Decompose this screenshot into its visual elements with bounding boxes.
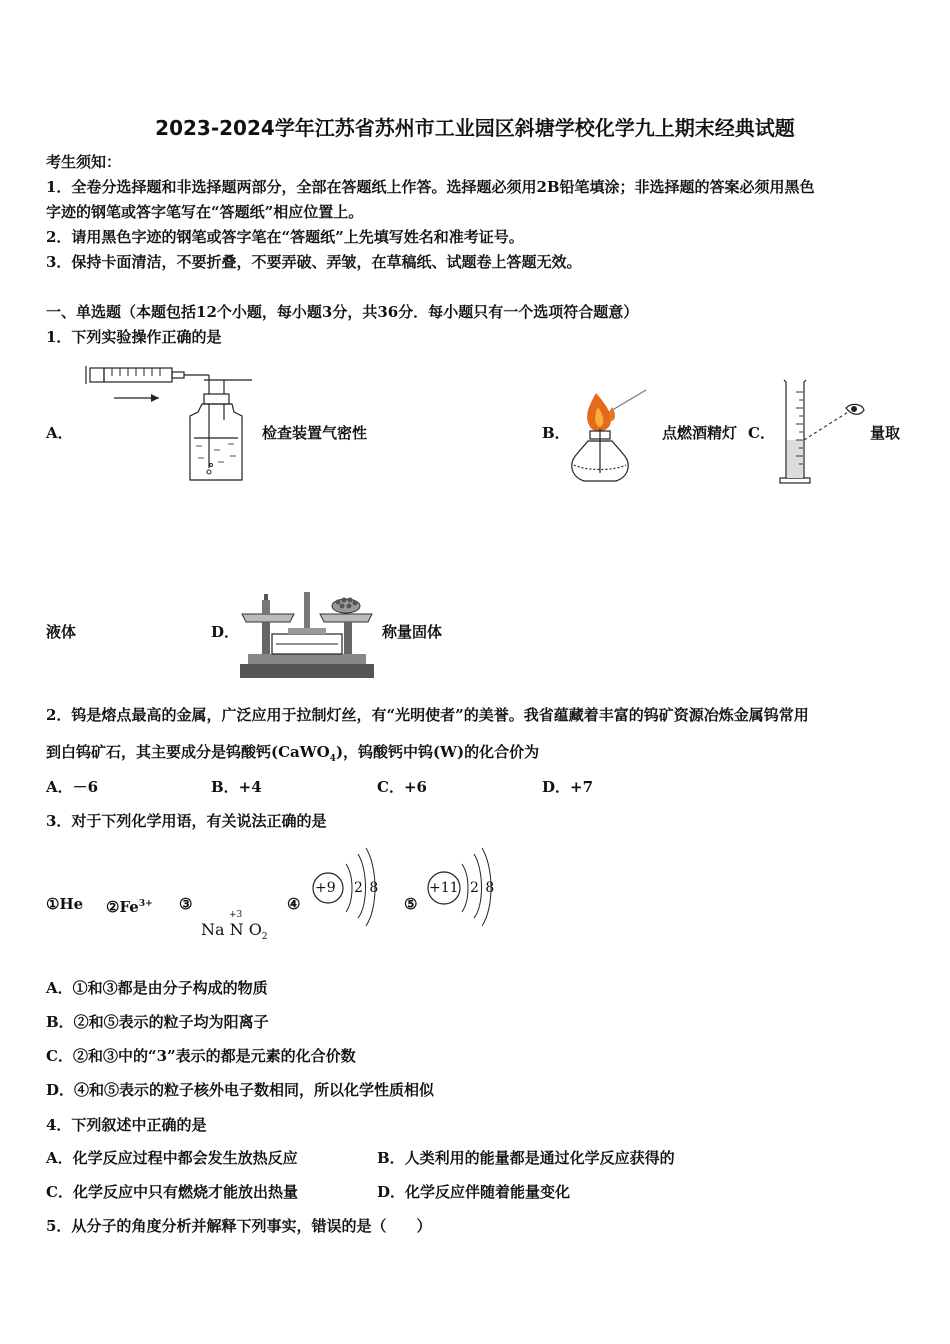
question-1-stem: 1．下列实验操作正确的是 <box>46 328 222 346</box>
atom-diagram-5 <box>420 846 500 918</box>
q1-option-b-label: B． <box>542 424 570 442</box>
q2-option-a: A．－6 <box>46 778 99 796</box>
question-2-line-2 <box>46 742 539 769</box>
q4-option-b: B．人类利用的能量都是通过化学反应获得的 <box>377 1149 675 1167</box>
q3-symbol-1: ①He <box>46 895 84 913</box>
ion-charge: 3+ <box>138 899 153 909</box>
shell-electrons: 2 8 <box>354 880 380 896</box>
question-4-stem: 4．下列叙述中正确的是 <box>46 1116 207 1134</box>
q1-option-c-label: C． <box>748 424 775 442</box>
balance-scale-figure <box>238 588 376 680</box>
valence-mark: +3 <box>229 910 243 920</box>
q4-option-c: C．化学反应中只有燃烧才能放出热量 <box>46 1183 298 1201</box>
q1-option-a-text: 检查装置气密性 <box>262 424 368 442</box>
notice-item: 3．保持卡面清洁，不要折叠，不要弄破、弄皱，在草稿纸、试题卷上答题无效。 <box>46 253 582 271</box>
q3-symbol-3: ③ <box>179 895 193 913</box>
question-3-stem: 3．对于下列化学用语，有关说法正确的是 <box>46 812 327 830</box>
q2-option-b: B．+4 <box>211 778 262 796</box>
question-2-line-1: 2．钨是熔点最高的金属，广泛应用于拉制灯丝，有“光明使者”的美誉。我省蕴藏着丰富的钨矿资源冶炼金属钨常用 <box>46 706 809 724</box>
q3-option-d: D．④和⑤表示的粒子核外电子数相同，所以化学性质相似 <box>46 1081 435 1099</box>
notice-item: 1．全卷分选择题和非选择题两部分，全部在答题纸上作答。选择题必须用2B铅笔填涂；非选择题的答案必须用黑色 <box>46 178 815 196</box>
atom-diagram-4 <box>306 846 386 918</box>
shell-electrons: 2 8 <box>470 880 496 896</box>
q3-symbol-2 <box>106 894 153 917</box>
q1-option-d-label: D． <box>211 623 240 641</box>
section-heading: 一、单选题（本题包括12个小题，每小题3分，共36分．每小题只有一个选项符合题意） <box>46 303 639 321</box>
q3-formula <box>201 920 268 942</box>
q1-option-a-label: A． <box>46 424 73 442</box>
q3-formula-text: Na N O <box>201 920 262 939</box>
airtightness-apparatus-figure <box>84 360 256 485</box>
q3-option-c: C．②和③中的“3”表示的都是元素的化合价数 <box>46 1047 356 1065</box>
q1-option-b-text: 点燃酒精灯 <box>662 424 738 442</box>
graduated-cylinder-figure <box>776 378 868 486</box>
q3-symbol-2-text: ②Fe <box>106 898 139 916</box>
notice-item: 字迹的钢笔或答字笔写在“答题纸”相应位置上。 <box>46 203 364 221</box>
nucleus-charge: +9 <box>315 880 336 896</box>
q3-symbol-5: ⑤ <box>404 895 418 913</box>
formula-subscript: 2 <box>261 932 268 943</box>
nucleus-charge: +11 <box>429 880 459 896</box>
notice-heading: 考生须知： <box>46 153 122 171</box>
q1-option-d-text: 称量固体 <box>382 623 443 641</box>
q3-option-a: A．①和③都是由分子构成的物质 <box>46 979 268 997</box>
q2-option-c: C．+6 <box>377 778 427 796</box>
q1-option-c-text: 量取 <box>870 424 901 442</box>
q4-option-d: D．化学反应伴随着能量变化 <box>377 1183 571 1201</box>
question-5-stem: 5．从分子的角度分析并解释下列事实，错误的是（ ） <box>46 1217 432 1235</box>
q2-option-d: D．+7 <box>542 778 594 796</box>
alcohol-lamp-figure <box>566 385 648 487</box>
page-title: 2023-2024学年江苏省苏州市工业园区斜塘学校化学九上期末经典试题 <box>155 116 795 140</box>
formula-subscript: 4 <box>329 754 336 764</box>
q2-line-2-text: )，钨酸钙中钨(W)的化合价为 <box>335 743 540 761</box>
notice-item: 2．请用黑色字迹的钢笔或答字笔在“答题纸”上先填写姓名和准考证号。 <box>46 228 524 246</box>
q1-option-c-continuation: 液体 <box>46 623 77 641</box>
q2-line-2-text: 到白钨矿石，其主要成分是钨酸钙(CaWO <box>46 743 330 761</box>
q3-symbol-4: ④ <box>287 895 301 913</box>
q4-option-a: A．化学反应过程中都会发生放热反应 <box>46 1149 298 1167</box>
q3-option-b: B．②和⑤表示的粒子均为阳离子 <box>46 1013 269 1031</box>
